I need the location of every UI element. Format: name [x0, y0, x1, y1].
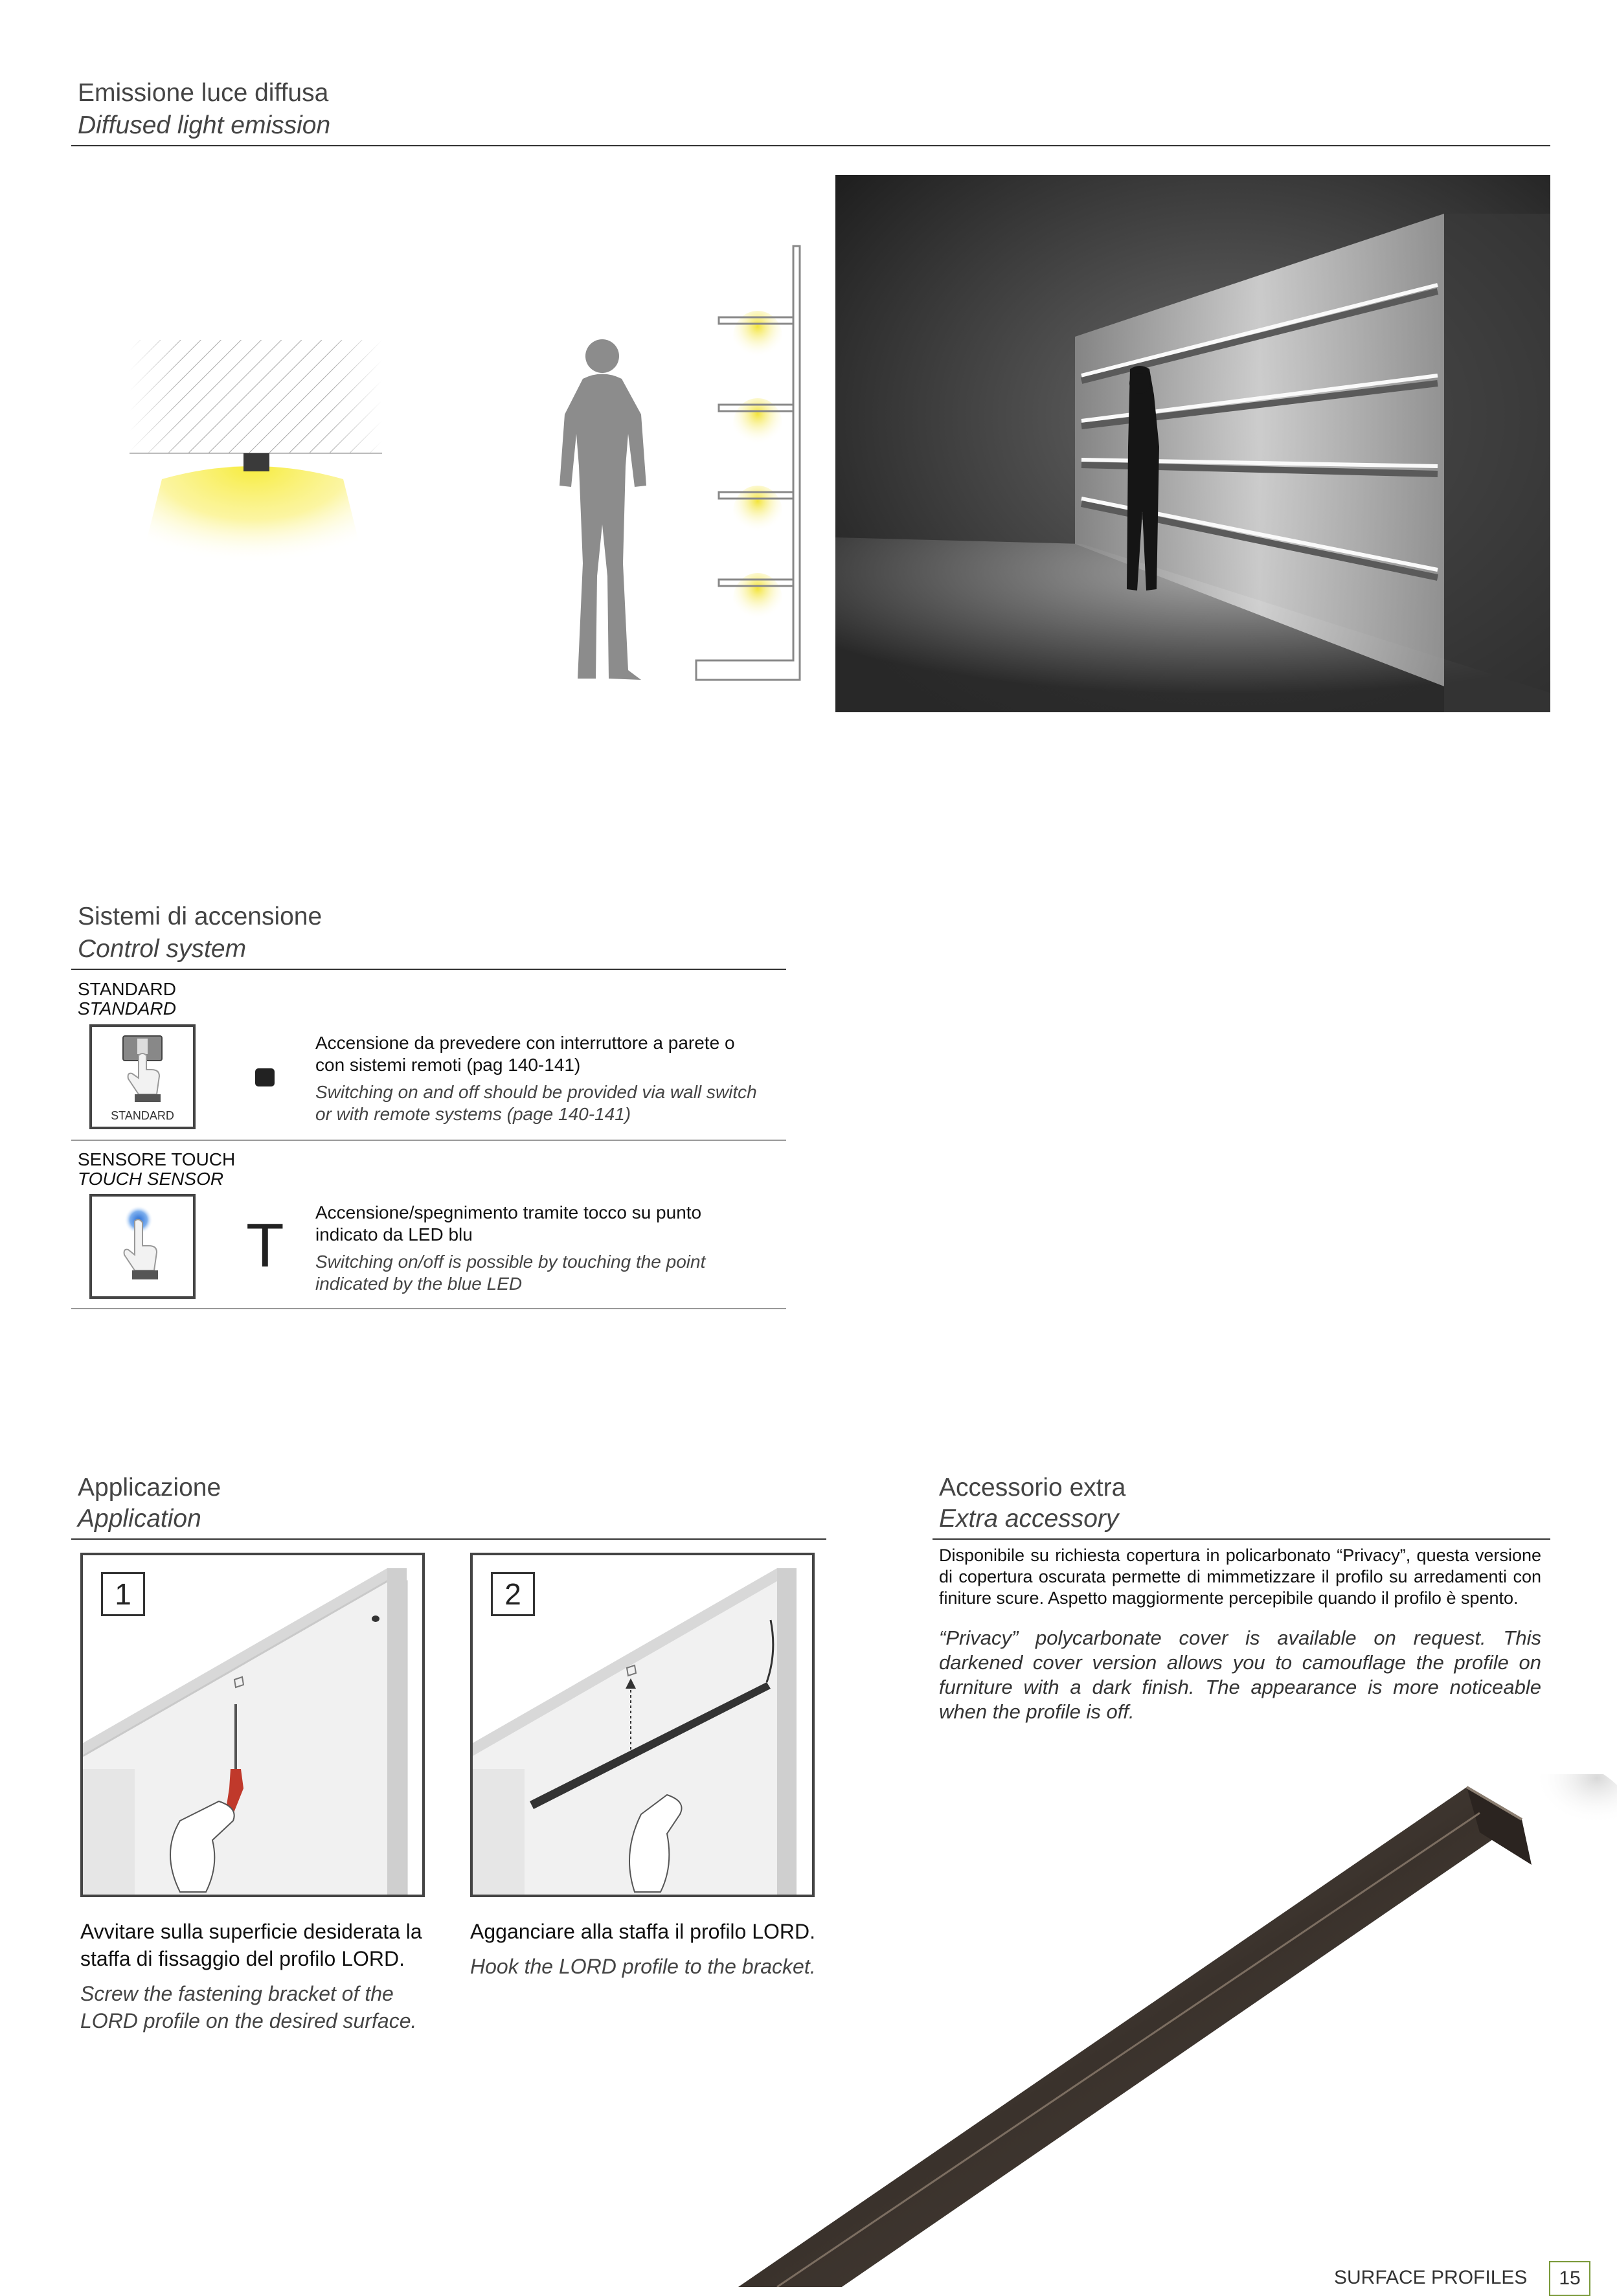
- standard-label: STANDARD STANDARD: [78, 979, 176, 1019]
- step-1-number: 1: [101, 1572, 145, 1616]
- control-row-divider: [71, 1140, 786, 1141]
- footer-section-label: SURFACE PROFILES: [1334, 2267, 1528, 2288]
- section-title-it: Emissione luce diffusa: [78, 79, 329, 107]
- step-1-text: Avvitare sulla superficie desiderata la staffa di fissaggio del profilo LORD. Screw the fastening bracket of the LORD profile on the desired surface.: [80, 1920, 422, 2032]
- control-title-en: Control system: [78, 935, 247, 963]
- section-title-en: Diffused light emission: [78, 111, 331, 139]
- standard-badge-label: STANDARD: [111, 1109, 174, 1122]
- touch-symbol: T: [246, 1211, 284, 1280]
- step-2-text: Agganciare alla staffa il profilo LORD. Hook the LORD profile to the bracket.: [470, 1920, 816, 1978]
- accessory-title-it: Accessorio extra: [939, 1474, 1126, 1502]
- shelf-render-photo: [835, 175, 1550, 712]
- control-bottom-divider: [71, 1308, 786, 1309]
- step-1-illustration: [80, 1553, 425, 1897]
- step-2-number: 2: [491, 1572, 535, 1616]
- accessory-divider: [933, 1538, 1550, 1540]
- control-divider: [71, 969, 786, 970]
- application-title-it: Applicazione: [78, 1474, 221, 1502]
- application-divider: [71, 1538, 826, 1540]
- page-number: 15: [1549, 2261, 1590, 2296]
- cross-section-illustration: [123, 337, 395, 596]
- application-title-en: Application: [78, 1505, 201, 1533]
- person-shelf-illustration: [537, 240, 809, 686]
- touch-description: Accensione/spegnimento tramite tocco su punto indicato da LED blu Switching on/off is possible by touching the point indicated by the blue LED: [315, 1202, 706, 1294]
- privacy-profile-photo: [738, 1774, 1617, 2287]
- control-title-it: Sistemi di accensione: [78, 903, 322, 930]
- standard-symbol: [255, 1068, 275, 1086]
- accessory-description: Disponibile su richiesta copertura in policarbonato “Privacy”, questa versione di copertura oscurata permette di mimmetizzare il profilo su arredamenti con finiture scure. Aspetto maggiormente percepibile quando il profilo è spento. “Privacy” polycarbonate cover is available on request. This darkened cover version allows you to camouflage the profile on furniture with a dark finish. The appearance is more noticeable when the profile is off.: [939, 1546, 1541, 1723]
- touch-label: SENSORE TOUCH TOUCH SENSOR: [78, 1149, 236, 1189]
- section-divider: [71, 145, 1550, 146]
- standard-description: Accensione da prevedere con interruttore a parete o con sistemi remoti (pag 140-141) Switching on and off should be provided via wall switch or with remote systems (page 140-141): [315, 1033, 757, 1124]
- accessory-title-en: Extra accessory: [939, 1505, 1119, 1533]
- standard-switch-icon: [89, 1024, 196, 1129]
- touch-sensor-icon: [89, 1194, 196, 1299]
